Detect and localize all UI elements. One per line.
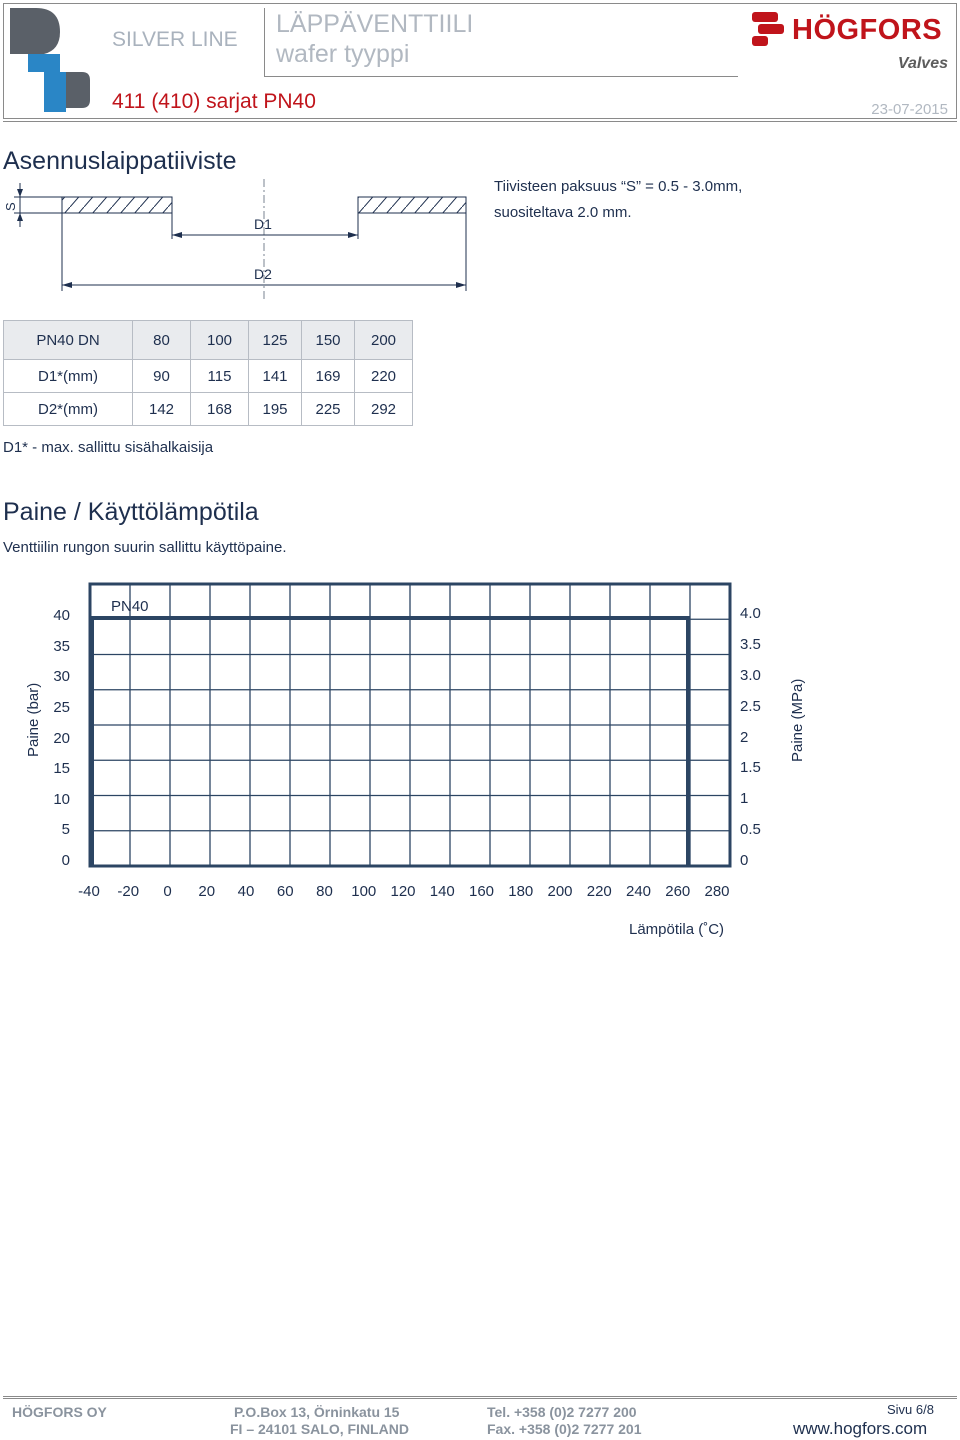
document-subtitle: wafer tyyppi [276,40,410,68]
y-tick-right: 2.5 [740,697,761,715]
y-tick-left: 5 [61,821,70,839]
table-header-cell: PN40 DN [4,321,133,360]
y-tick-right: 2 [740,728,749,746]
x-tick: 160 [468,883,495,900]
x-tick: 280 [704,883,730,900]
x-tick: 80 [316,883,333,900]
brand-line: SILVER LINE [112,28,238,51]
chart-series [92,618,688,866]
y-tick-left: 15 [53,760,70,778]
gasket-section-title: Asennuslaippatiiviste [3,147,237,175]
y-tick-left: 40 [53,607,70,624]
thickness-note: Tiivisteen paksuus “S” = 0.5 - 3.0mm, [494,178,743,195]
table-cell: 195 [249,393,302,426]
series-line-pn40 [92,618,688,866]
x-tick: 0 [163,883,172,900]
footer-divider-secondary [3,1398,957,1399]
table-cell: D1*(mm) [4,360,133,393]
thickness-recommendation: suositeltava 2.0 mm. [494,204,632,221]
table-header-cell: 150 [302,321,355,360]
y-tick-right: 1.5 [740,759,761,777]
series-label: 411 (410) sarjat PN40 [112,90,316,113]
x-tick: 40 [237,883,255,900]
footer-fax: Fax. +358 (0)2 7277 201 [487,1421,642,1437]
table-header-cell: 100 [191,321,249,360]
y-tick-left: 35 [53,637,70,655]
x-tick: 140 [429,883,455,900]
y-tick-right: 0 [740,852,749,869]
document-date: 23-07-2015 [871,101,948,118]
table-cell: 141 [249,360,302,393]
hogfors-logo-text: HÖGFORS [792,14,943,46]
table-footnote: D1* - max. sallittu sisähalkaisija [3,439,214,456]
d2-label: D2 [254,266,272,282]
hogfors-logo-subtext: Valves [897,55,948,72]
table-cell: D2*(mm) [4,393,133,426]
table-cell: 90 [133,360,191,393]
x-tick: 240 [625,883,652,900]
footer-company: HÖGFORS OY [12,1404,107,1420]
y-tick-right: 3.0 [740,666,761,684]
x-tick: 120 [390,883,416,900]
table-header-cell: 200 [355,321,413,360]
table-cell: 168 [191,393,249,426]
x-tick: 260 [665,883,691,900]
y-tick-right: 3.5 [740,635,761,653]
footer-divider [3,1396,957,1397]
y-tick-right: 1 [740,790,749,808]
x-tick: -40 [78,883,100,900]
y-tick-left: 10 [53,790,70,808]
x-axis-label: Lämpötila (˚C) [629,921,725,938]
footer-address-line1: P.O.Box 13, Örninkatu 15 [234,1404,400,1420]
x-tick: 220 [586,883,612,900]
table-cell: 142 [133,393,191,426]
footer-page-number: Sivu 6/8 [887,1402,934,1417]
table-cell: 225 [302,393,355,426]
table-cell: 115 [191,360,249,393]
pressure-section-title: Paine / Käyttölämpötila [3,498,259,526]
pressure-section-subtitle: Venttiilin rungon suurin sallittu käyttöpaine. [3,539,287,556]
table-cell: 292 [355,393,413,426]
s-thickness-label: S [3,202,18,211]
d1-label: D1 [254,216,272,232]
y-tick-left: 25 [53,698,70,716]
table-header-cell: 125 [249,321,302,360]
y-axis-left-label: Paine (bar) [25,682,42,757]
y-tick-left: 20 [53,729,70,747]
x-tick: 20 [198,883,216,900]
table-cell: 169 [302,360,355,393]
table-cell: 220 [355,360,413,393]
table-header-cell: 80 [133,321,191,360]
chart-grid [90,584,730,866]
x-tick: 60 [276,883,294,900]
footer-address-line2: FI – 24101 SALO, FINLAND [230,1421,409,1437]
series-label-pn40: PN40 [111,598,149,615]
document-title: LÄPPÄVENTTIILI [276,10,474,38]
y-tick-left: 0 [61,852,70,869]
x-tick: -20 [117,883,140,900]
footer-telephone: Tel. +358 (0)2 7277 200 [487,1404,637,1420]
y-tick-right: 4.0 [740,605,761,622]
x-tick: 180 [508,883,534,900]
footer-website-link[interactable]: www.hogfors.com [793,1419,928,1438]
y-axis-right-label: Paine (MPa) [789,678,806,762]
x-tick: 200 [547,883,573,900]
y-tick-left: 30 [53,668,70,686]
y-tick-right: 0.5 [740,821,761,839]
x-tick: 100 [351,883,377,900]
